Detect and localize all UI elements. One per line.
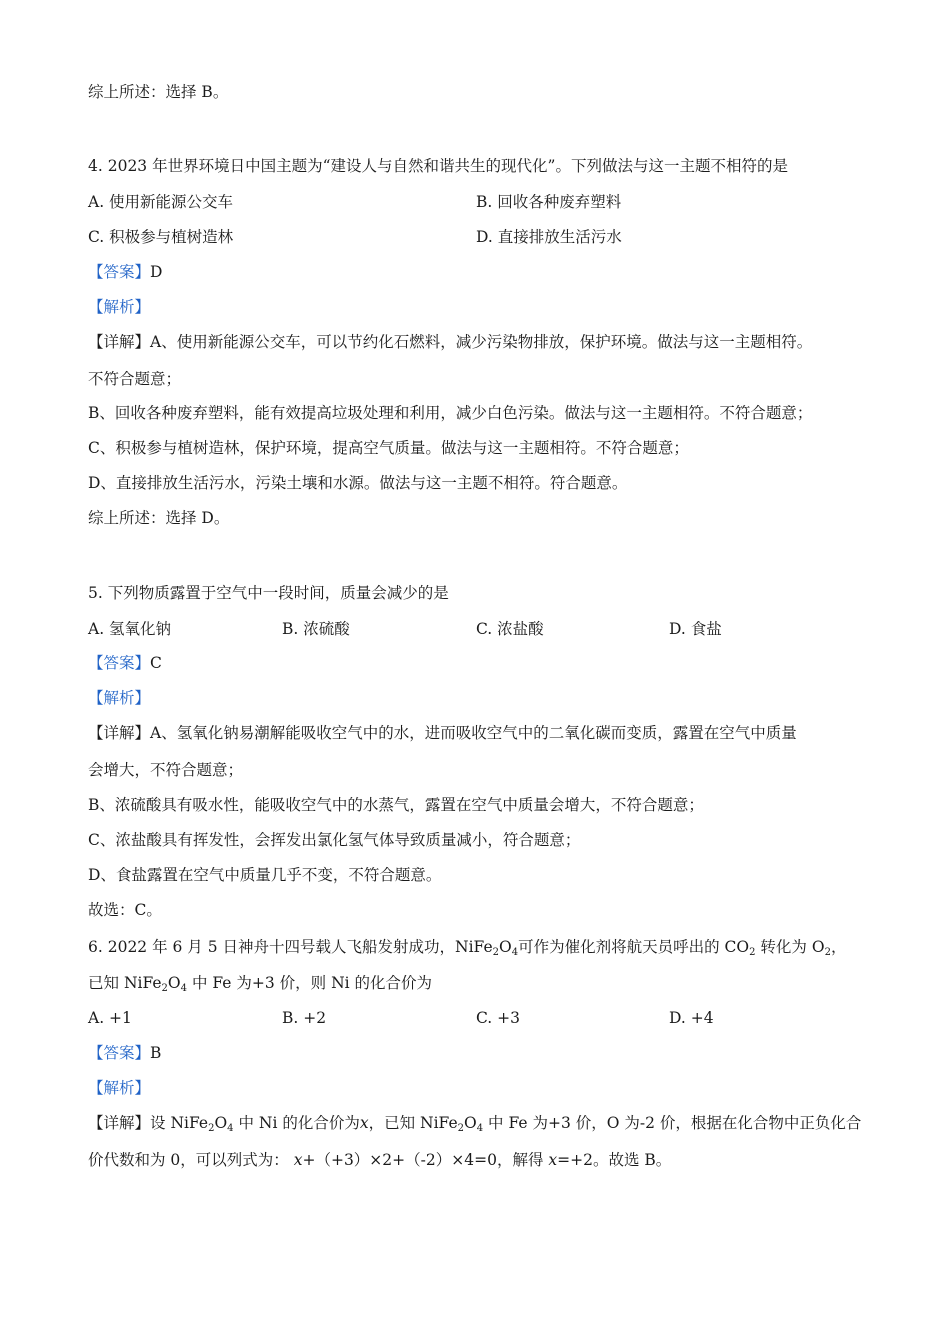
formula-nife2o4: $NiFe_2O_4$	[455, 938, 519, 958]
q4-stem: 4. 2023 年世界环境日中国主题为“建设人与自然和谐共生的现代化”。下列做法与这一主题不相符的是	[88, 157, 788, 175]
q6-option-c: C. +3	[476, 1009, 521, 1027]
variable-x: x	[293, 1151, 303, 1169]
formula-nife2o4: $NiFe_2O_4$	[170, 1114, 234, 1134]
equation: +（+3）×2+（-2）×4=0	[302, 1151, 497, 1169]
q4-option-d: D. 直接排放生活污水	[476, 228, 622, 246]
formula-co2: $CO_2$	[724, 938, 756, 958]
q5-detail-5: D、食盐露置在空气中质量几乎不变，不符合题意。	[88, 866, 442, 884]
answer-tag: 【答案】	[88, 1044, 151, 1062]
detail-tag: 【详解】	[88, 1114, 151, 1132]
q5-option-b: B. 浓硫酸	[282, 620, 350, 638]
q5-option-d: D. 食盐	[669, 620, 722, 638]
variable-x: x	[548, 1151, 558, 1169]
q4-detail-4: C、积极参与植树造林，保护环境，提高空气质量。做法与这一主题相符。不符合题意；	[88, 439, 689, 457]
q4-detail-2: 不符合题意；	[88, 370, 182, 388]
q6-stem-line-1: 6. 2022 年 6 月 5 日神舟十四号载人飞船发射成功，$NiFe_2O_4$可作为催化剂将航天员呼出的 $CO_2$ 转化为 $O_2$，	[88, 938, 847, 958]
answer-value: D	[150, 263, 163, 281]
q5-detail-4: C、浓盐酸具有挥发性，会挥发出氯化氢气体导致质量减小，符合题意；	[88, 831, 581, 849]
answer-value: B	[150, 1044, 162, 1062]
q6-stem-line-2: 已知 $NiFe_2O_4$ 中 Fe 为+3 价，则 Ni 的化合价为	[88, 974, 433, 994]
q6-option-d: D. +4	[669, 1009, 714, 1027]
q5-detail-3: B、浓硫酸具有吸水性，能吸收空气中的水蒸气，露置在空气中质量会增大，不符合题意；	[88, 796, 704, 814]
q5-detail-1: 【详解】A、氢氧化钠易潮解能吸收空气中的水，进而吸收空气中的二氧化碳而变质，露置在空气中质量	[88, 724, 797, 742]
variable-x: x	[359, 1114, 369, 1132]
q4-summary: 综上所述：选择 D。	[88, 509, 230, 527]
formula-nife2o4: $NiFe_2O_4$	[420, 1114, 484, 1134]
q4-answer	[88, 262, 162, 282]
q5-answer	[88, 653, 162, 673]
q5-stem: 5. 下列物质露置于空气中一段时间，质量会减少的是	[88, 584, 449, 602]
answer-value: C	[150, 654, 162, 672]
q6-detail-2: 价代数和为 0，可以列式为： x+（+3）×2+（-2）×4=0，解得 x=+2。故选 B。	[88, 1151, 672, 1169]
q4-detail-5: D、直接排放生活污水，污染土壤和水源。做法与这一主题不相符。符合题意。	[88, 474, 628, 492]
answer-tag: 【答案】	[88, 263, 151, 281]
q5-option-a: A. 氢氧化钠	[88, 620, 172, 638]
q4-option-c: C. 积极参与植树造林	[88, 228, 234, 246]
q4-option-a: A. 使用新能源公交车	[88, 193, 234, 211]
q5-summary: 故选：C。	[88, 901, 162, 919]
q4-detail-1: 【详解】A、使用新能源公交车，可以节约化石燃料，减少污染物排放，保护环境。做法与这一主题相符。	[88, 333, 813, 351]
q6-option-a: A. +1	[88, 1009, 132, 1027]
q5-option-c: C. 浓盐酸	[476, 620, 544, 638]
q4-detail-3: B、回收各种废弃塑料，能有效提高垃圾处理和利用，减少白色污染。做法与这一主题相符。不符合题意；	[88, 404, 813, 422]
formula-o2: $O_2$	[811, 938, 831, 958]
q6-option-b: B. +2	[282, 1009, 327, 1027]
detail-tag: 【详解】	[88, 724, 151, 742]
q5-analysis-tag: 【解析】	[88, 689, 151, 707]
formula-nife2o4: $NiFe_2O_4$	[123, 974, 188, 994]
q6-analysis-tag: 【解析】	[88, 1079, 151, 1097]
answer-tag: 【答案】	[88, 654, 151, 672]
q4-option-b: B. 回收各种废弃塑料	[476, 193, 622, 211]
detail-tag: 【详解】	[88, 333, 151, 351]
q4-analysis-tag: 【解析】	[88, 298, 151, 316]
q6-answer	[88, 1043, 161, 1063]
intro-summary: 综上所述：选择 B。	[88, 83, 229, 101]
q5-detail-2: 会增大，不符合题意；	[88, 761, 244, 779]
q6-detail-1: 【详解】设 $NiFe_2O_4$ 中 Ni 的化合价为x，已知 $NiFe_2O_4$ 中 Fe 为+3 价，O 为-2 价，根据在化合物中正负化合	[88, 1114, 862, 1134]
result: =+2。故选 B。	[557, 1151, 672, 1169]
